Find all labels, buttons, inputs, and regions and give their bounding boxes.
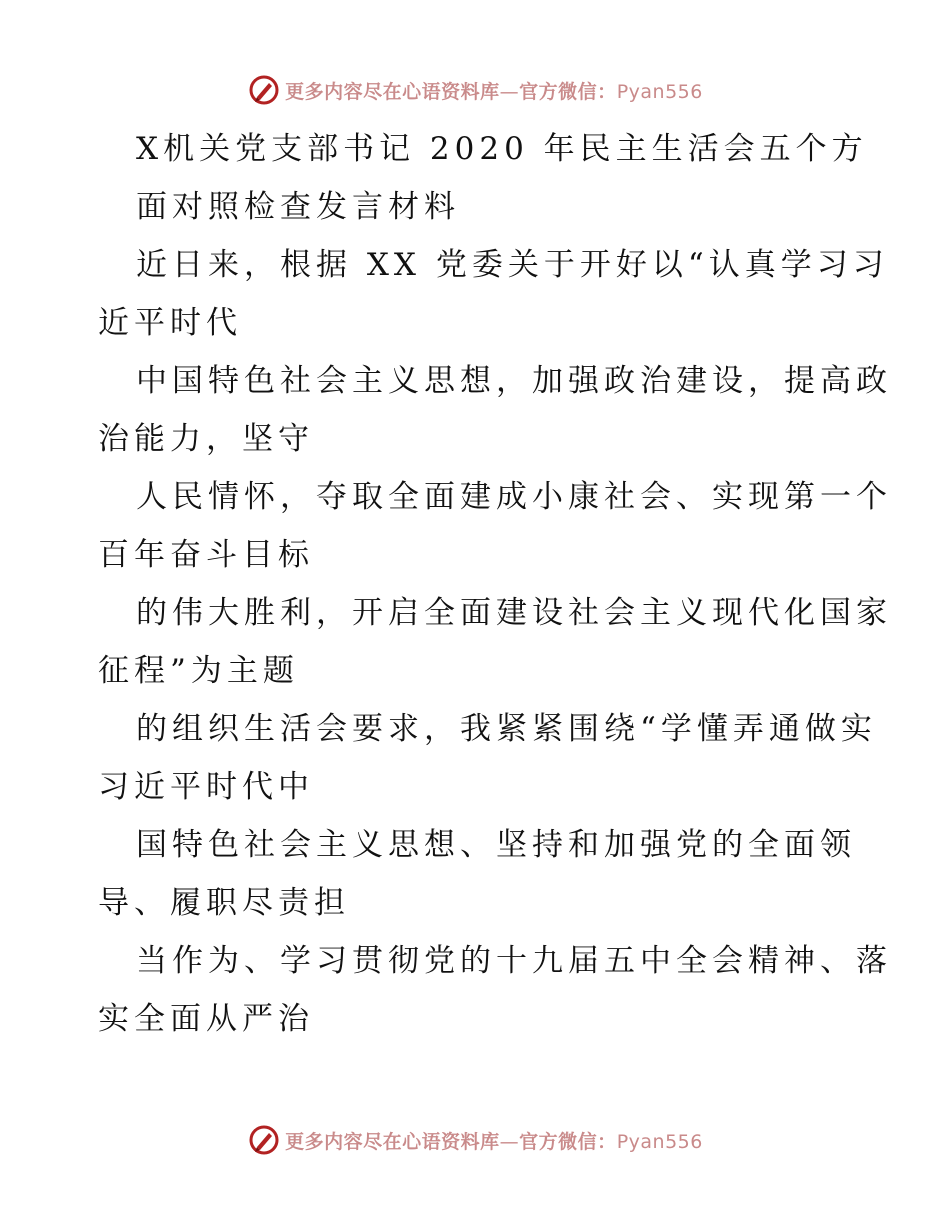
pen-logo-icon <box>247 1123 281 1157</box>
footer-watermark-banner <box>0 1120 950 1160</box>
watermark-wechat-label: 官方微信： <box>519 80 617 103</box>
text-line: 的伟大胜利，开启全面建设社会主义现代化国家 <box>136 595 892 631</box>
watermark-text <box>285 77 703 104</box>
text-line: 当作为、学习贯彻党的十九届五中全会精神、落 <box>136 943 892 979</box>
text-line: 中国特色社会主义思想，加强政治建设，提高政 <box>136 363 892 399</box>
watermark-text <box>285 1127 703 1154</box>
text-line: X机关党支部书记 2020 年民主生活会五个方 <box>136 131 868 167</box>
text-line: 的组织生活会要求，我紧紧围绕“学懂弄通做实 <box>136 711 877 747</box>
document-body <box>98 120 892 1048</box>
text-line: 人民情怀，夺取全面建成小康社会、实现第一个 <box>136 479 892 515</box>
watermark-wechat-id: Pyan556 <box>616 1130 703 1153</box>
watermark-separator: — <box>499 80 520 103</box>
text-line: 导、履职尽责担 <box>98 885 350 921</box>
text-line: 习近平时代中 <box>98 769 314 805</box>
header-watermark-banner <box>0 70 950 110</box>
watermark-separator: — <box>499 1130 520 1153</box>
text-line: 百年奋斗目标 <box>98 537 314 573</box>
watermark-wechat-id: Pyan556 <box>616 80 703 103</box>
text-line: 治能力，坚守 <box>98 421 314 457</box>
text-line: 国特色社会主义思想、坚持和加强党的全面领 <box>136 827 856 863</box>
text-line: 近平时代 <box>98 305 242 341</box>
text-line: 征程”为主题 <box>98 653 299 689</box>
text-line: 面对照检查发言材料 <box>136 189 460 225</box>
watermark-site-text: 更多内容尽在心语资料库 <box>285 1130 500 1153</box>
text-line: 近日来，根据 XX 党委关于开好以“认真学习习 <box>136 247 889 283</box>
watermark-wechat-label: 官方微信： <box>519 1130 617 1153</box>
watermark-site-text: 更多内容尽在心语资料库 <box>285 80 500 103</box>
pen-logo-icon <box>247 73 281 107</box>
text-line: 实全面从严治 <box>98 1001 314 1037</box>
